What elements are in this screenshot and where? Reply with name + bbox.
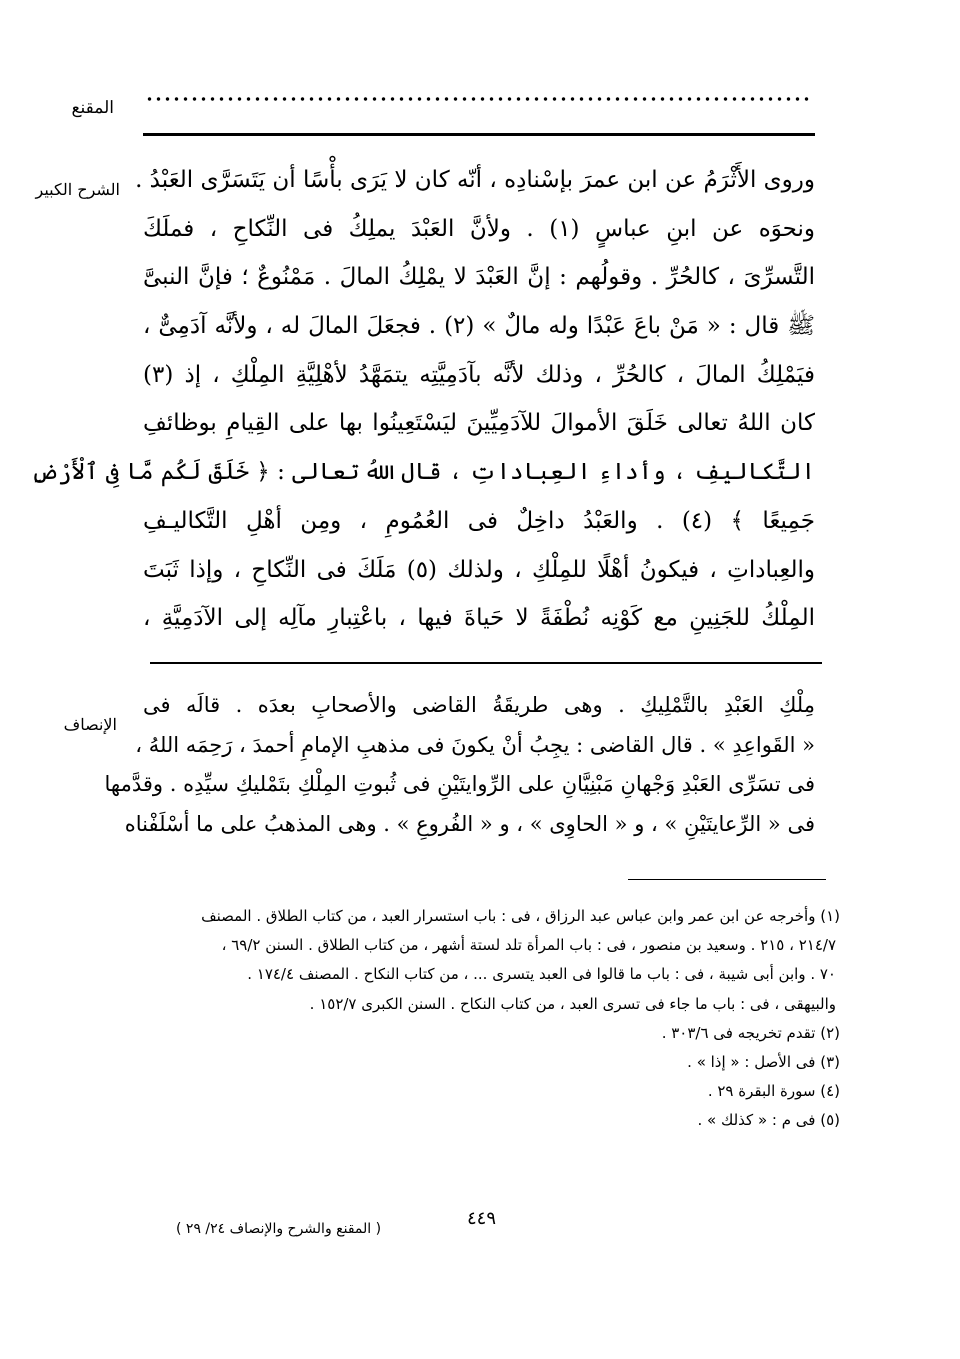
header-divider [143,133,815,136]
sharh-line: كان اللهُ تعالى خَلَقَ الأموالَ للآدَمِيِّينَ ليَسْتَعِينُوا بها على القِيامِ بوظائفِ [143,410,815,437]
sharh-line: والعِباداتِ ، فيكونُ أهْلًا للمِلْكِ ، ولذلك (٥) مَلَكَ فى النِّكاحِ ، وإذا ثَبَتَ [143,556,816,583]
footnote-line: ٢١٤/٧ ، ٢١٥ . وسعيد بن منصور ، فى : باب المرأة تلد لستة أشهر ، من كتاب الطلاق . السنن ٦٩/٢ ، [221,936,836,955]
footnote-line: (٤) سورة البقرة ٢٩ . [707,1082,840,1101]
footnote-line: والبيهقى ، فى : باب ما جاء فى تسرى العبد ، من كتاب النكاح . السنن الكبرى ١٥٢/٧ . [309,994,836,1013]
running-title: المقنع [71,98,114,118]
sharh-line: وروى الأَثْرَمُ عن ابن عمرَ بإسْنادِه ، أنّه كان لا يَرَى بأْسًا أن يَتَسَرَّى العَبْدُ . [135,167,815,193]
footnote-line: (٥) فى م : « كذلك » . [697,1111,840,1130]
footnote-divider [628,879,826,880]
footnote-line: ٧٠ . وابن أبى شيبة ، فى : باب ما قالوا فى العبد يتسرى ... ، من كتاب النكاح . المصنف ١٧٤/٤ . [247,965,836,984]
insaf-line: « القَواعِدِ » . قال القاضى : يجِبُ أنْ يكونَ فى مذهبِ الإمامِ أحمدَ ، رَحِمَه اللهُ ، [135,732,815,757]
sharh-line: التَّسرِّىَ ، كالحُرِّ . وقولُهم : إنَّ العَبْدَ لا يمْلِكُ المالَ . مَمْنُوعٌ ؛ فإنَّ النبىَّ [143,264,815,291]
section-divider [150,662,822,664]
sharh-line: جَمِيعًا ﴾ (٤) . والعَبْدُ داخِلٌ فى العُمُومِ ، ومِن أهْلِ التَّكاليـفِ [143,507,815,534]
footnote-line: (١) وأخرجه عن ابن عمر وابن عباس عبد الرزاق ، فى : باب استسرار العبد ، من كتاب الطلاق . المصنف [201,907,840,925]
page-number: ٤٤٩ [467,1208,497,1229]
header-dotted-rule [145,92,810,106]
sharh-side-label: الشرح الكبير [35,180,120,199]
sharh-line: التَّكاليفِ ، وأداءِ العِباداتِ ، قال اللهُ تعالى : ﴿ خَلَقَ لَكُم مَّا فِى ٱلْأَرْضِ [31,459,815,486]
insaf-line: فى « الرِّعايتَيْنِ » ، و « الحاوِى » ، و « الفُروعِ » . وهى المذهبُ على ما أسْلَفْناه [124,811,815,836]
footnotes [120,902,840,1136]
footnote-line: (٢) تقدم تخريجه فى ٣٠٣/٦ . [661,1023,840,1042]
footnote-line: (٣) فى الأصل : « إذا » . [687,1052,840,1071]
insaf-text-block [104,686,815,844]
sharh-line: المِلْكُ للجَنِينِ مع كَوْنِه نُطْفَةً لا حَياةَ فيها ، باعْتِبارِ مآلِه إلى الآدَمِيَّةِ ، [143,605,815,632]
insaf-side-label: الإنصاف [63,715,117,734]
sharh-line: فيَمْلِكُ المالَ ، كالحُرِّ ، وذلك لأنَّه بآدَمِيَّتِه يتمَهَّدُ لأهْلِيَّةِ المِلْكِ ، إذ (٣) [143,361,815,388]
volume-signature: ( المقنع والشرح والإنصاف ٢٤/ ٢٩ ) [176,1221,382,1237]
insaf-line: مِلْكِ العَبْدِ بالتَّمْلِيكِ . وهى طريقَةُ القاضى والأصحابِ بعدَه . قالَه فى [143,693,815,717]
sharh-line: ونحوَه عن ابنِ عباسٍ (١) . ولأنَّ العَبْدَ يملِكُ فى النِّكاحِ ، فملَكَ [143,215,815,242]
insaf-line: فى تسَرِّى العَبْدِ وَجْهانِ مَبْنِيَّانِ على الرِّوايتَيْنِ فى ثُبوتِ المِلْكِ بتَمْليكِ سيِّدِه . وقدَّمها [104,772,815,796]
sharh-line: ﷺ قال : « مَنْ باعَ عَبْدًا وله مالٌ » (٢) . فجعَلَ المالَ له ، ولأنَّه آدَمِىٌّ ، [143,313,815,340]
